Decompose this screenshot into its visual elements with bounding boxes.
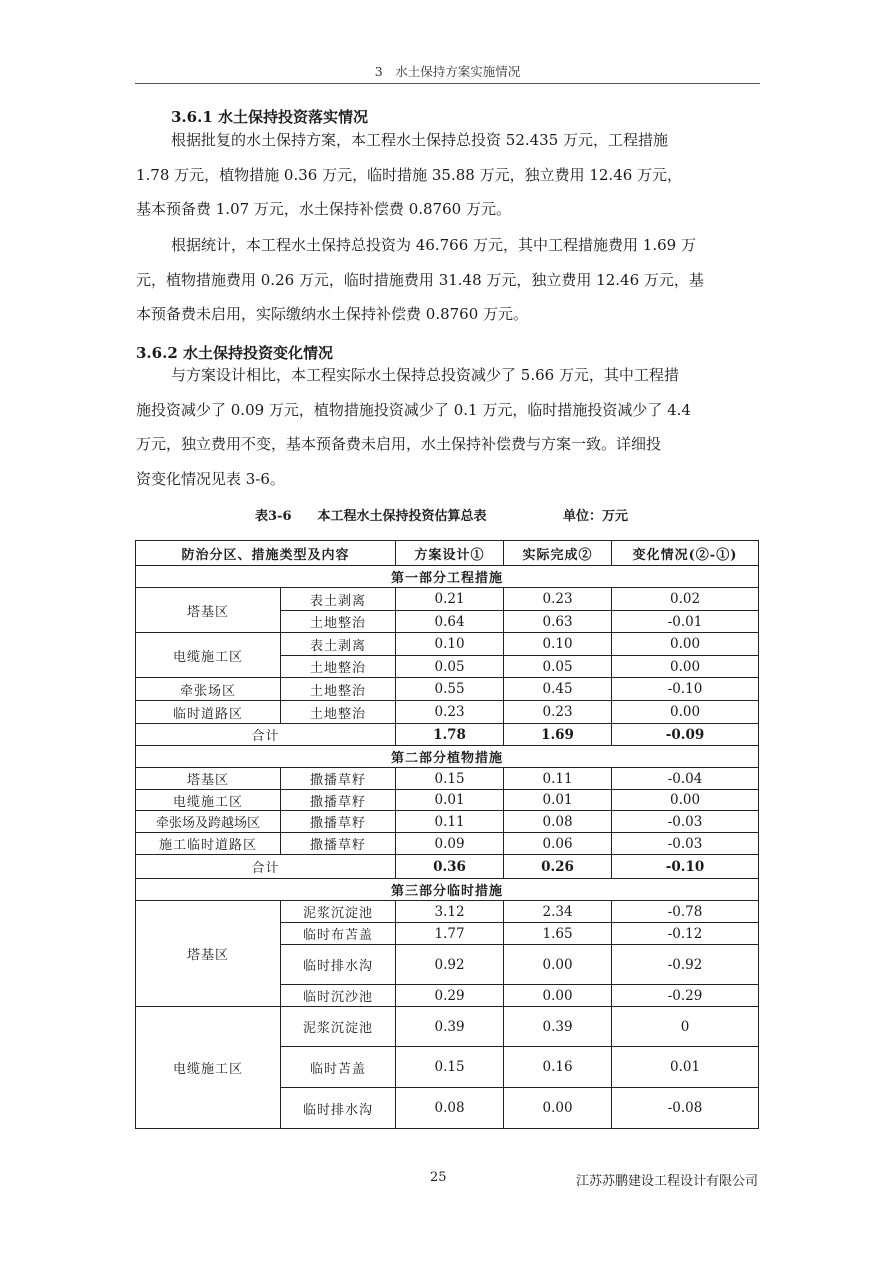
zone-cell: 牵张场区 <box>136 678 281 701</box>
change-cell: -0.29 <box>612 985 759 1007</box>
item-cell: 土地整治 <box>281 678 396 701</box>
page-number: 25 <box>430 1170 447 1185</box>
total-actual: 1.69 <box>504 724 612 746</box>
change-cell: -0.12 <box>612 923 759 945</box>
plan-cell: 0.15 <box>396 1047 504 1088</box>
total-label: 合计 <box>136 855 396 879</box>
table-row <box>136 588 759 611</box>
zone-cell: 塔基区 <box>136 901 281 1007</box>
item-cell: 土地整治 <box>281 701 396 724</box>
item-cell: 临时布苫盖 <box>281 923 396 945</box>
table-unit: 单位：万元 <box>563 509 629 524</box>
actual-cell: 0.00 <box>504 945 612 985</box>
table-row <box>136 833 759 855</box>
paragraph-line: 本预备费未启用，实际缴纳水土保持补偿费 0.8760 万元。 <box>136 305 529 323</box>
actual-cell: 0.08 <box>504 811 612 833</box>
change-cell: -0.10 <box>612 678 759 701</box>
change-cell: 0.02 <box>612 588 759 611</box>
item-cell: 泥浆沉淀池 <box>281 1007 396 1047</box>
total-label: 合计 <box>136 724 396 746</box>
actual-cell: 0.23 <box>504 588 612 611</box>
change-cell: 0.00 <box>612 790 759 811</box>
investment-table <box>135 540 759 1129</box>
plan-cell: 0.92 <box>396 945 504 985</box>
item-cell: 撒播草籽 <box>281 833 396 855</box>
paragraph-investment-change <box>136 358 758 496</box>
item-cell: 撒播草籽 <box>281 768 396 790</box>
plan-cell: 0.55 <box>396 678 504 701</box>
zone-cell: 电缆施工区 <box>136 1007 281 1129</box>
part-title-row <box>136 566 759 588</box>
paragraph-line: 施投资减少了 0.09 万元，植物措施投资减少了 0.1 万元，临时措施投资减少了 4.4 <box>136 400 691 419</box>
paragraph-line: 基本预备费 1.07 万元，水土保持补偿费 0.8760 万元。 <box>136 200 511 218</box>
item-cell: 临时排水沟 <box>281 945 396 985</box>
zone-cell: 塔基区 <box>136 588 281 633</box>
change-cell: -0.92 <box>612 945 759 985</box>
change-cell: -0.03 <box>612 833 759 855</box>
change-cell: -0.78 <box>612 901 759 923</box>
item-cell: 表土剥离 <box>281 588 396 611</box>
item-cell: 临时沉沙池 <box>281 985 396 1007</box>
actual-cell: 0.63 <box>504 611 612 633</box>
change-cell: 0.00 <box>612 701 759 724</box>
item-cell: 表土剥离 <box>281 633 396 656</box>
running-header: 3 水土保持方案实施情况 <box>374 64 521 79</box>
paragraph-line: 万元，独立费用不变，基本预备费未启用，水土保持补偿费与方案一致。详细投 <box>136 435 662 453</box>
zone-cell: 电缆施工区 <box>136 633 281 678</box>
change-cell: -0.03 <box>612 811 759 833</box>
total-row <box>136 724 759 746</box>
actual-cell: 0.45 <box>504 678 612 701</box>
zone-cell: 临时道路区 <box>136 701 281 724</box>
paragraph-line: 根据统计，本工程水土保持总投资为 46.766 万元，其中工程措施费用 1.69 万 <box>171 236 696 254</box>
part-title-row <box>136 879 759 901</box>
plan-cell: 0.64 <box>396 611 504 633</box>
change-cell: 0 <box>612 1007 759 1047</box>
total-change: -0.10 <box>612 855 759 879</box>
table-row <box>136 701 759 724</box>
plan-cell: 0.23 <box>396 701 504 724</box>
table-row <box>136 790 759 811</box>
paragraph-line: 根据批复的水土保持方案，本工程水土保持总投资 52.435 万元，工程措施 <box>171 131 669 149</box>
item-cell: 土地整治 <box>281 611 396 633</box>
part1-title: 第一部分工程措施 <box>136 566 759 588</box>
zone-cell: 电缆施工区 <box>136 790 281 811</box>
total-actual: 0.26 <box>504 855 612 879</box>
plan-cell: 0.08 <box>396 1088 504 1129</box>
actual-cell: 0.06 <box>504 833 612 855</box>
item-cell: 临时苫盖 <box>281 1047 396 1088</box>
zone-cell: 施工临时道路区 <box>136 833 281 855</box>
actual-cell: 0.01 <box>504 790 612 811</box>
header-plan: 方案设计① <box>396 541 504 566</box>
zone-cell: 塔基区 <box>136 768 281 790</box>
table-row <box>136 811 759 833</box>
plan-cell: 0.10 <box>396 633 504 656</box>
section-heading-3-6-2: 3.6.2 水土保持投资变化情况 <box>136 344 333 362</box>
change-cell: -0.04 <box>612 768 759 790</box>
paragraph-line: 资变化情况见表 3-6。 <box>136 469 285 488</box>
actual-cell: 0.05 <box>504 656 612 678</box>
header-rule <box>135 83 760 84</box>
table-caption: 表3-6 本工程水土保持投资估算总表 <box>255 509 487 524</box>
item-cell: 泥浆沉淀池 <box>281 901 396 923</box>
item-cell: 临时排水沟 <box>281 1088 396 1129</box>
item-cell: 撒播草籽 <box>281 790 396 811</box>
plan-cell: 0.01 <box>396 790 504 811</box>
change-cell: -0.08 <box>612 1088 759 1129</box>
plan-cell: 0.05 <box>396 656 504 678</box>
actual-cell: 1.65 <box>504 923 612 945</box>
company-name: 江苏苏鹏建设工程设计有限公司 <box>575 1174 758 1189</box>
paragraph-line: 与方案设计相比，本工程实际水土保持总投资减少了 5.66 万元，其中工程措 <box>171 366 679 384</box>
total-row <box>136 855 759 879</box>
plan-cell: 0.21 <box>396 588 504 611</box>
total-plan: 1.78 <box>396 724 504 746</box>
paragraph-plan-investment <box>136 123 758 227</box>
part2-title: 第二部分植物措施 <box>136 746 759 768</box>
plan-cell: 0.29 <box>396 985 504 1007</box>
section-heading-3-6-1: 3.6.1 水土保持投资落实情况 <box>171 108 368 126</box>
total-plan: 0.36 <box>396 855 504 879</box>
change-cell: 0.00 <box>612 656 759 678</box>
actual-cell: 0.39 <box>504 1007 612 1047</box>
item-cell: 土地整治 <box>281 656 396 678</box>
total-change: -0.09 <box>612 724 759 746</box>
table-row <box>136 901 759 923</box>
actual-cell: 0.00 <box>504 985 612 1007</box>
change-cell: 0.01 <box>612 1047 759 1088</box>
table-row <box>136 678 759 701</box>
item-cell: 撒播草籽 <box>281 811 396 833</box>
change-cell: -0.01 <box>612 611 759 633</box>
plan-cell: 0.11 <box>396 811 504 833</box>
plan-cell: 1.77 <box>396 923 504 945</box>
plan-cell: 0.39 <box>396 1007 504 1047</box>
header-zone: 防治分区、措施类型及内容 <box>136 541 396 566</box>
table-row <box>136 768 759 790</box>
paragraph-line: 元，植物措施费用 0.26 万元，临时措施费用 31.48 万元，独立费用 12.46 万元，基 <box>136 270 704 289</box>
actual-cell: 0.11 <box>504 768 612 790</box>
actual-cell: 0.23 <box>504 701 612 724</box>
actual-cell: 2.34 <box>504 901 612 923</box>
table-row <box>136 633 759 656</box>
part3-title: 第三部分临时措施 <box>136 879 759 901</box>
table-row <box>136 1007 759 1047</box>
plan-cell: 0.09 <box>396 833 504 855</box>
actual-cell: 0.10 <box>504 633 612 656</box>
plan-cell: 0.15 <box>396 768 504 790</box>
paragraph-actual-investment <box>136 228 758 332</box>
actual-cell: 0.16 <box>504 1047 612 1088</box>
header-actual: 实际完成② <box>504 541 612 566</box>
change-cell: 0.00 <box>612 633 759 656</box>
plan-cell: 3.12 <box>396 901 504 923</box>
table-header-row <box>136 541 759 566</box>
paragraph-line: 1.78 万元，植物措施 0.36 万元，临时措施 35.88 万元，独立费用 12.46 万元， <box>136 165 683 184</box>
zone-cell: 牵张场及跨越场区 <box>136 811 281 833</box>
actual-cell: 0.00 <box>504 1088 612 1129</box>
header-change: 变化情况(②-①) <box>612 541 759 566</box>
part-title-row <box>136 746 759 768</box>
